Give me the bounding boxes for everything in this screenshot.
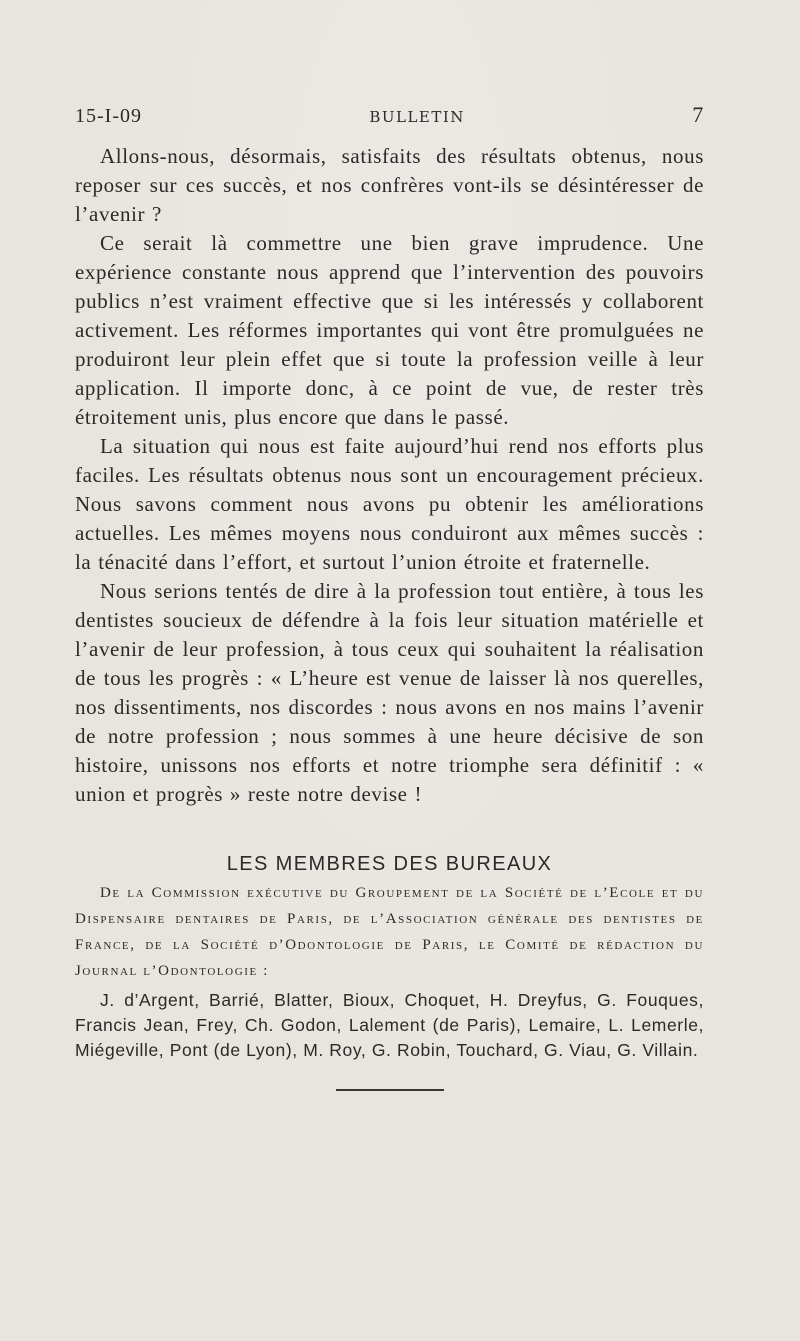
paragraph-4: Nous serions tentés de dire à la profession tout entière, à tous les dentistes soucieux de défendre à la fois leur situation matérielle et l’avenir de leur profession, à tous ceux qui souhaitent la réalisation de tous les progrès : « L’heure est venue de laisser là nos querelles, nos dissentiments, nos discordes : nous avons en nos mains l’avenir de notre profession ; nous sommes à une heure décisive de son histoire, unissons nos efforts et notre triomphe sera définitif : « union et progrès » reste notre devise ! <box>75 579 704 806</box>
body-text <box>75 142 704 809</box>
section-title: LES MEMBRES DES BUREAUX <box>226 853 553 875</box>
paragraph-2: Ce serait là commettre une bien grave imprudence. Une expérience constante nous apprend que l’intervention des pouvoirs publics n’est vraiment effective que si les intéressés y collaborent activement. Les réformes importantes qui vont être promulguées ne produiront leur plein effet que si toute la profession veille à leur application. Il importe donc, à ce point de vue, de rester très étroitement unis, plus encore que dans le passé. <box>75 231 704 429</box>
paragraph-1: Allons-nous, désormais, satisfaits des résultats obtenus, nous reposer sur ces succès, et nos confrères vont-ils se désintéresser de l’avenir ? <box>75 144 704 226</box>
paragraph-3: La situation qui nous est faite aujourd’hui rend nos efforts plus faciles. Les résultats obtenus nous sont un encouragement précieux. Nous savons comment nous avons pu obtenir les améliorations actuelles. Les mêmes moyens nous conduiront aux mêmes succès : la ténacité dans l’effort, et surtout l’union étroite et fraternelle. <box>75 434 704 574</box>
header-title: BULLETIN <box>369 108 465 126</box>
section-subtitle: De la Commission exécutive du Groupement de la Société de l’Ecole et du Dispensaire dentaires de Paris, de l’Association générale des dentistes de France, de la Société d’Odontologie de Paris, le Comité de rédaction du Journal l’Odontologie : <box>75 885 704 979</box>
closing-rule <box>336 1089 444 1091</box>
running-header <box>75 102 704 136</box>
page-number: 7 <box>692 102 704 127</box>
header-date: 15-I-09 <box>75 105 142 127</box>
members-list: J. d’Argent, Barrié, Blatter, Bioux, Choquet, H. Dreyfus, G. Fouques, Francis Jean, Frey, Ch. Godon, Lalement (de Paris), Lemaire, L. Lemerle, Miégeville, Pont (de Lyon), M. Roy, G. Robin, Touchard, G. Viau, G. Villain. <box>75 990 704 1060</box>
